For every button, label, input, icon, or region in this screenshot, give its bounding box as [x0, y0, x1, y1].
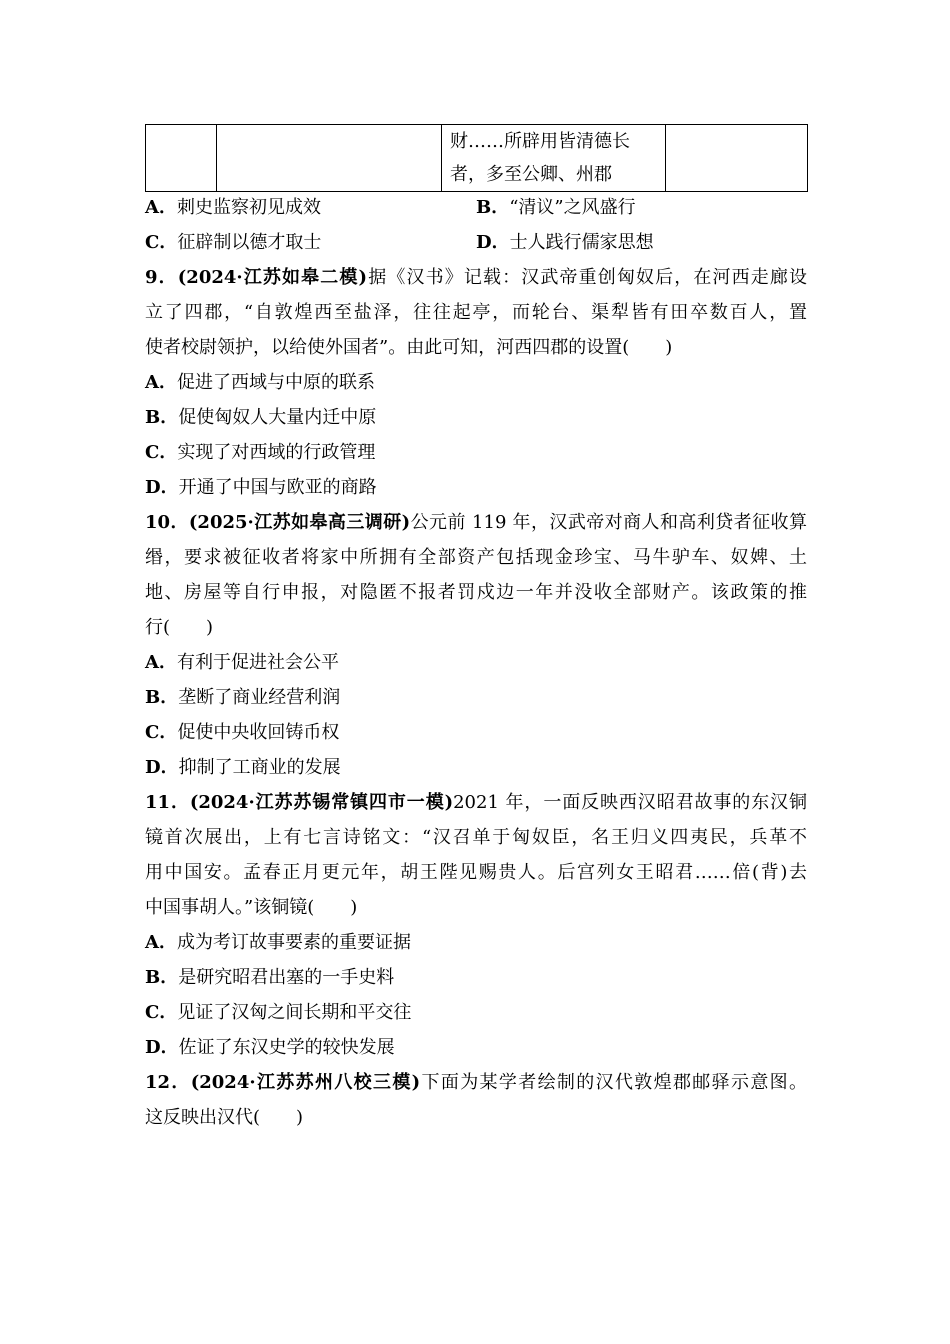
question-stem-line: 地、房屋等自行申报，对隐匿不报者罚戍边一年并没收全部财产。该政策的推 [145, 582, 807, 603]
option-b[interactable]: B．“清议”之风盛行 [476, 197, 636, 218]
question-stem-line: 立了四郡，“自敦煌西至盐泽，往往起亭，而轮台、渠犁皆有田卒数百人，置 [145, 302, 807, 323]
table-cell [666, 125, 808, 192]
option-a[interactable]: A．有利于促进社会公平 [145, 652, 339, 673]
table-fragment [145, 124, 808, 192]
question-stem-line: 镜首次展出，上有七言诗铭文：“汉召单于匈奴臣，名王归义四夷民，兵革不 [145, 827, 807, 848]
option-a[interactable]: A．成为考订故事要素的重要证据 [145, 932, 411, 953]
question-stem-line: 使者校尉领护，以给使外国者”。由此可知，河西四郡的设置( ) [145, 337, 673, 358]
option-d[interactable]: D．佐证了东汉史学的较快发展 [145, 1037, 395, 1058]
option-d[interactable]: D．士人践行儒家思想 [476, 232, 654, 253]
option-d[interactable]: D．抑制了工商业的发展 [145, 757, 341, 778]
question-stem-line: 10．(2025·江苏如皋高三调研)公元前 119 年，汉武帝对商人和高利贷者征收算 [145, 512, 807, 533]
document-page [145, 124, 807, 1135]
table-cell-text: 财……所辟用皆清德长 [450, 131, 630, 152]
table-cell-text: 者，多至公卿、州郡 [450, 164, 612, 185]
option-b[interactable]: B．促使匈奴人大量内迁中原 [145, 407, 377, 428]
option-c[interactable]: C．促使中央收回铸币权 [145, 722, 340, 743]
table-cell [146, 125, 217, 192]
option-a[interactable]: A．促进了西域与中原的联系 [145, 372, 375, 393]
option-c[interactable]: C．征辟制以德才取士 [145, 232, 322, 253]
question-10 [145, 505, 807, 785]
table-cell [217, 125, 442, 192]
question-stem-line: 11．(2024·江苏苏锡常镇四市一模)2021 年，一面反映西汉昭君故事的东汉铜 [145, 792, 807, 813]
question-9 [145, 260, 807, 505]
question-stem-line: 中国事胡人。”该铜镜( ) [145, 897, 358, 918]
option-c[interactable]: C．实现了对西域的行政管理 [145, 442, 376, 463]
option-a[interactable]: A．刺史监察初见成效 [145, 197, 321, 218]
question-stem-line: 这反映出汉代( ) [145, 1107, 304, 1128]
question-stem-line: 用中国安。孟春正月更元年，胡王陛见赐贵人。后宫列女王昭君……倍(背)去 [145, 862, 807, 883]
question-stem-line: 12．(2024·江苏苏州八校三模)下面为某学者绘制的汉代敦煌郡邮驿示意图。 [145, 1072, 807, 1093]
option-c[interactable]: C．见证了汉匈之间长期和平交往 [145, 1002, 412, 1023]
question-12 [145, 1065, 807, 1135]
table-cell [442, 125, 666, 192]
question-stem-line: 行( ) [145, 617, 214, 638]
q8-options [145, 190, 807, 260]
option-b[interactable]: B．垄断了商业经营利润 [145, 687, 341, 708]
question-11 [145, 785, 807, 1065]
question-stem-line: 9．(2024·江苏如皋二模)据《汉书》记载：汉武帝重创匈奴后，在河西走廊设 [145, 267, 807, 288]
option-d[interactable]: D．开通了中国与欧亚的商路 [145, 477, 377, 498]
option-b[interactable]: B．是研究昭君出塞的一手史料 [145, 967, 395, 988]
question-stem-line: 缗，要求被征收者将家中所拥有全部资产包括现金珍宝、马牛驴车、奴婢、土 [145, 547, 807, 568]
